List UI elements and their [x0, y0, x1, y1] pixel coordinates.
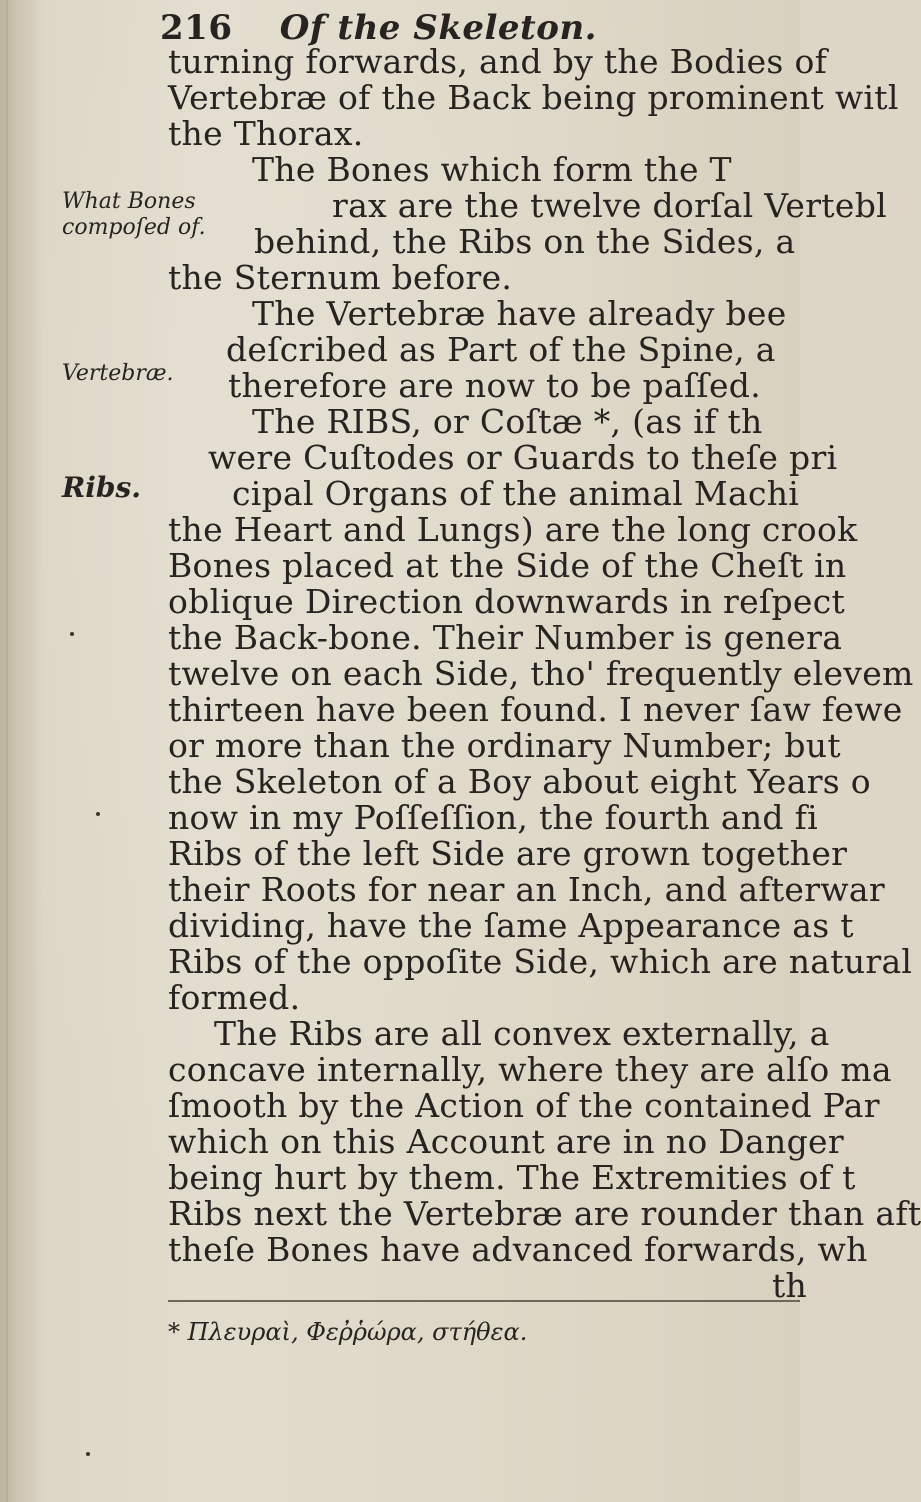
body-line: the Heart and Lungs) are the long crook — [168, 510, 858, 549]
margin-speck — [96, 812, 100, 816]
page-number: 216 — [160, 8, 233, 48]
body-line: cipal Organs of the animal Machi — [232, 474, 800, 513]
body-line: the Sternum before. — [168, 258, 513, 297]
footnote-rule — [168, 1300, 800, 1302]
margin-note-vertebrae: Vertebræ. — [62, 361, 174, 386]
body-line: the Thorax. — [168, 114, 364, 153]
body-line: theſe Bones have advanced forwards, wh — [168, 1230, 868, 1269]
body-line: Bones placed at the Side of the Cheſt in — [168, 546, 847, 585]
body-line: twelve on each Side, tho' frequently elevem — [168, 654, 914, 693]
body-line: concave internally, where they are alſo ma — [168, 1050, 892, 1089]
body-line: The Bones which form the T — [252, 150, 732, 189]
body-line: the Skeleton of a Boy about eight Years o — [168, 762, 871, 801]
body-line: formed. — [168, 978, 301, 1017]
margin-note-ribs: Ribs. — [62, 471, 141, 504]
body-line: The RIBS, or Coſtæ *, (as if th — [252, 402, 763, 441]
body-line: deſcribed as Part of the Spine, a — [226, 330, 776, 369]
body-line: ſmooth by the Action of the contained Par — [168, 1086, 880, 1125]
body-line: dividing, have the ſame Appearance as t — [168, 906, 854, 945]
body-line: or more than the ordinary Number; but — [168, 726, 841, 765]
margin-note-composed-of: compoſed of. — [62, 215, 206, 240]
body-line: were Cuſtodes or Guards to theſe pri — [208, 438, 838, 477]
body-line: which on this Account are in no Danger — [168, 1122, 844, 1161]
body-line: being hurt by them. The Extremities of t — [168, 1158, 856, 1197]
body-line: Ribs of the oppoſite Side, which are natural — [168, 942, 913, 981]
body-line: turning forwards, and by the Bodies of — [168, 42, 828, 81]
margin-note-what-bones: What Bones — [62, 189, 196, 214]
body-line: thirteen have been found. I never ſaw fewe — [168, 690, 903, 729]
body-line: Ribs next the Vertebræ are rounder than aft — [168, 1194, 921, 1233]
body-line: therefore are now to be paſſed. — [228, 366, 761, 405]
body-line: the Back-bone. Their Number is genera — [168, 618, 843, 657]
body-line: oblique Direction downwards in reſpect — [168, 582, 846, 621]
body-line: The Vertebræ have already bee — [252, 294, 787, 333]
footnote: * Πλευραὶ, Φεῤῥώρα, στήθεα. — [168, 1318, 528, 1346]
body-line: their Roots for near an Inch, and afterwar — [168, 870, 885, 909]
body-line: th — [772, 1266, 808, 1305]
running-head: Of the Skeleton. — [279, 8, 598, 48]
body-line: Ribs of the left Side are grown together — [168, 834, 848, 873]
body-line: rax are the twelve dorſal Vertebl — [332, 186, 887, 225]
body-line: Vertebræ of the Back being prominent witl — [168, 78, 899, 117]
binding-edge — [6, 0, 8, 1502]
body-line: The Ribs are all convex externally, a — [214, 1014, 830, 1053]
margin-speck — [86, 1452, 90, 1456]
body-line: behind, the Ribs on the Sides, a — [254, 222, 796, 261]
margin-speck — [70, 632, 74, 636]
body-line: now in my Poſſeſſion, the fourth and fi — [168, 798, 819, 837]
